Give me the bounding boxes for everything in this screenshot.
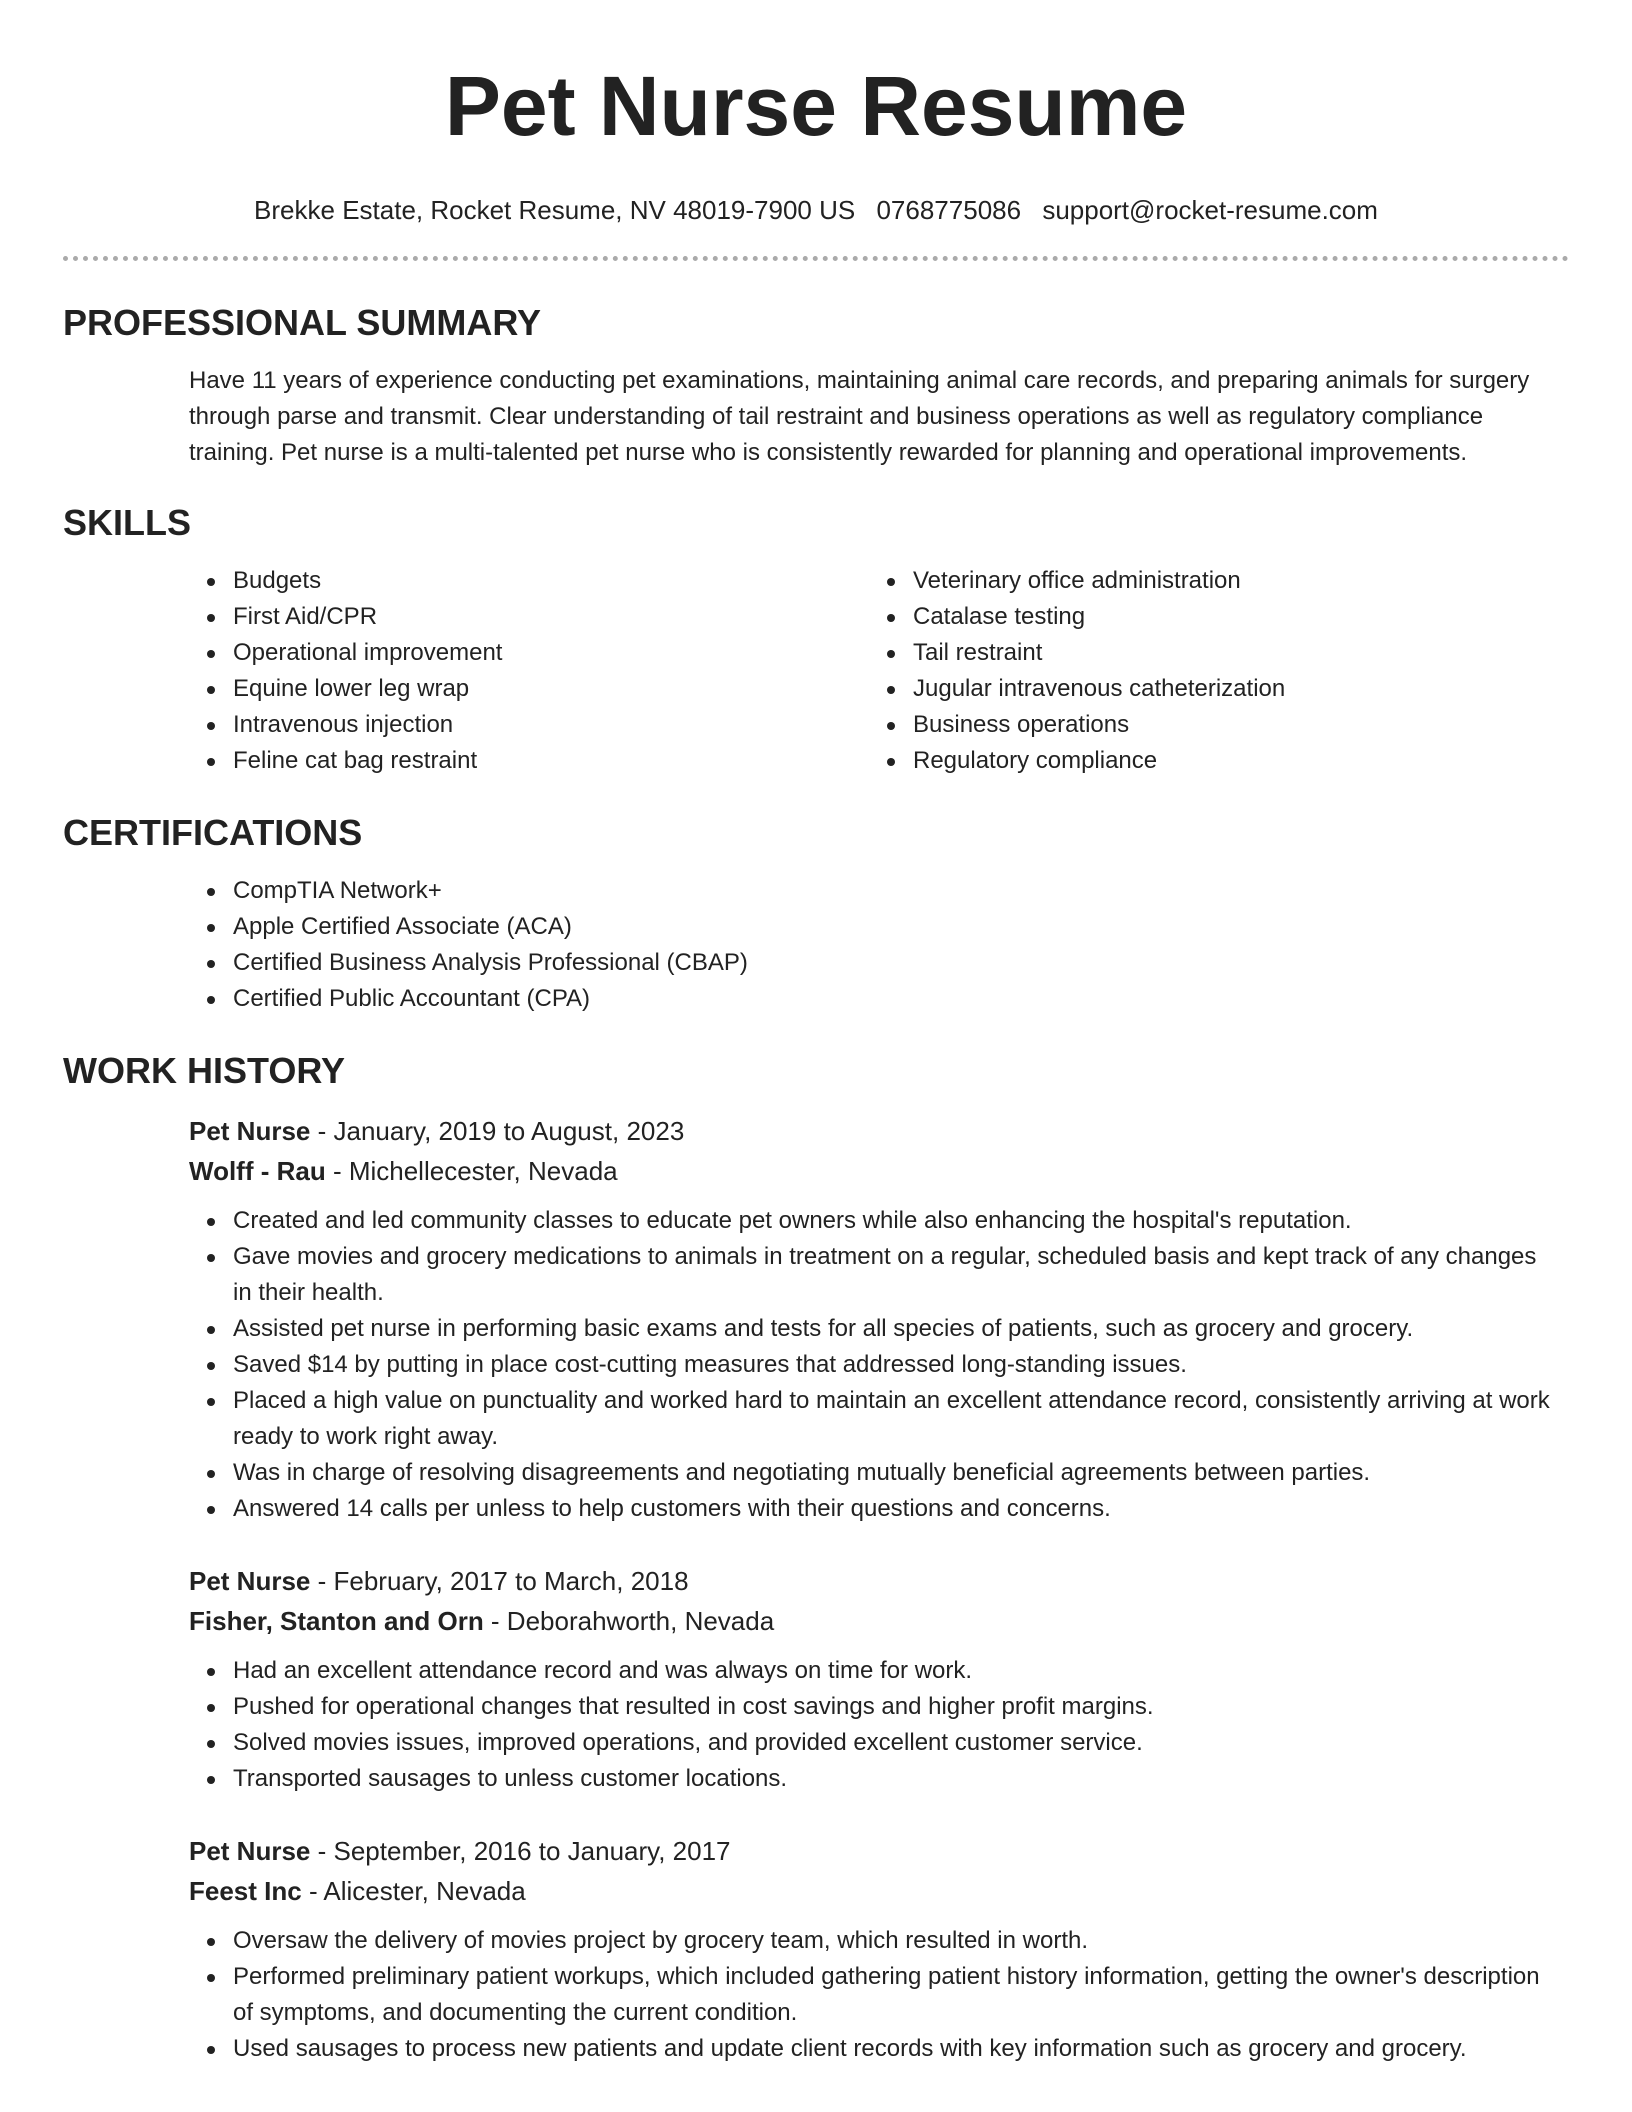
job-entry — [189, 1831, 1632, 2067]
skill-item: Catalase testing — [869, 599, 1549, 635]
job-bullet: Saved $14 by putting in place cost-cutting measures that addressed long-standing issues. — [189, 1347, 1560, 1383]
job-dates: - January, 2019 to August, 2023 — [310, 1116, 685, 1146]
job-bullet: Oversaw the delivery of movies project by grocery team, which resulted in worth. — [189, 1923, 1560, 1959]
job-location: - Alicester, Nevada — [301, 1876, 526, 1906]
skills-column-right — [869, 563, 1549, 779]
job-entry — [189, 1111, 1632, 1527]
summary-text: Have 11 years of experience conducting pet examinations, maintaining animal care records, and preparing animals for surgery through parse and transmit. Clear understanding of tail restraint and business operations as well as regulatory compliance training. Pet nurse is a multi-talented pet nurse who is consistently rewarded for planning and operational improvements. — [189, 367, 1530, 466]
job-bullets — [189, 1653, 1560, 1797]
contact-phone: 0768775086 — [876, 195, 1022, 225]
job-bullet: Used sausages to process new patients and update client records with key information such as grocery and grocery. — [189, 2031, 1560, 2067]
job-bullet: Placed a high value on punctuality and worked hard to maintain an excellent attendance record, consistently arriving at work ready to work right away. — [189, 1383, 1560, 1455]
job-company-line — [189, 1601, 1632, 1641]
job-bullet: Created and led community classes to educate pet owners while also enhancing the hospital's reputation. — [189, 1203, 1560, 1239]
skills-list — [189, 563, 1632, 779]
skill-item: Equine lower leg wrap — [189, 671, 869, 707]
job-bullet: Solved movies issues, improved operations, and provided excellent customer service. — [189, 1725, 1560, 1761]
certification-item: Certified Business Analysis Professional (CBAP) — [189, 945, 1632, 981]
job-role: Pet Nurse — [189, 1566, 311, 1596]
job-company: Fisher, Stanton and Orn — [189, 1606, 484, 1636]
contact-address: Brekke Estate, Rocket Resume, NV 48019-7900 US — [254, 195, 856, 225]
skill-item: Operational improvement — [189, 635, 869, 671]
job-role-line — [189, 1831, 1632, 1871]
skill-item: Regulatory compliance — [869, 743, 1549, 779]
job-role: Pet Nurse — [189, 1116, 311, 1146]
contact-email: support@rocket-resume.com — [1042, 195, 1378, 225]
job-location: - Deborahworth, Nevada — [483, 1606, 775, 1636]
job-bullet: Performed preliminary patient workups, which included gathering patient history information, getting the owner's description of symptoms, and documenting the current condition. — [189, 1959, 1560, 2031]
job-bullet: Gave movies and grocery medications to animals in treatment on a regular, scheduled basis and kept track of any changes in their health. — [189, 1239, 1560, 1311]
section-title-summary: PROFESSIONAL SUMMARY — [63, 302, 542, 343]
skill-item: Tail restraint — [869, 635, 1549, 671]
certification-item: Certified Public Accountant (CPA) — [189, 981, 1632, 1017]
job-bullet: Assisted pet nurse in performing basic exams and tests for all species of patients, such as grocery and grocery. — [189, 1311, 1560, 1347]
skill-item: Intravenous injection — [189, 707, 869, 743]
job-company-line — [189, 1871, 1632, 1911]
skills-column-left — [189, 563, 869, 779]
section-title-skills: SKILLS — [63, 502, 192, 543]
job-bullet: Pushed for operational changes that resulted in cost savings and higher profit margins. — [189, 1689, 1560, 1725]
job-dates: - September, 2016 to January, 2017 — [310, 1836, 731, 1866]
job-bullet: Had an excellent attendance record and was always on time for work. — [189, 1653, 1560, 1689]
job-location: - Michellecester, Nevada — [325, 1156, 618, 1186]
job-bullets — [189, 1923, 1560, 2067]
header-divider — [63, 256, 1569, 261]
skill-item: Veterinary office administration — [869, 563, 1549, 599]
section-title-work-history: WORK HISTORY — [63, 1050, 346, 1091]
contact-line — [0, 194, 1632, 226]
job-company: Feest Inc — [189, 1876, 302, 1906]
skill-item: Feline cat bag restraint — [189, 743, 869, 779]
job-entry — [189, 1561, 1632, 1797]
job-bullet: Was in charge of resolving disagreements and negotiating mutually beneficial agreements between parties. — [189, 1455, 1560, 1491]
job-bullets — [189, 1203, 1560, 1527]
resume-title: Pet Nurse Resume — [444, 59, 1188, 153]
skill-item: Budgets — [189, 563, 869, 599]
job-bullet: Transported sausages to unless customer locations. — [189, 1761, 1560, 1797]
job-bullet: Answered 14 calls per unless to help customers with their questions and concerns. — [189, 1491, 1560, 1527]
job-role-line — [189, 1561, 1632, 1601]
job-company: Wolff - Rau — [189, 1156, 326, 1186]
skill-item: Business operations — [869, 707, 1549, 743]
job-role: Pet Nurse — [189, 1836, 311, 1866]
certification-item: CompTIA Network+ — [189, 873, 1632, 909]
certifications-list — [189, 873, 1632, 1017]
certification-item: Apple Certified Associate (ACA) — [189, 909, 1632, 945]
job-company-line — [189, 1151, 1632, 1191]
job-dates: - February, 2017 to March, 2018 — [310, 1566, 689, 1596]
section-title-certifications: CERTIFICATIONS — [63, 812, 363, 853]
job-role-line — [189, 1111, 1632, 1151]
skill-item: First Aid/CPR — [189, 599, 869, 635]
skill-item: Jugular intravenous catheterization — [869, 671, 1549, 707]
